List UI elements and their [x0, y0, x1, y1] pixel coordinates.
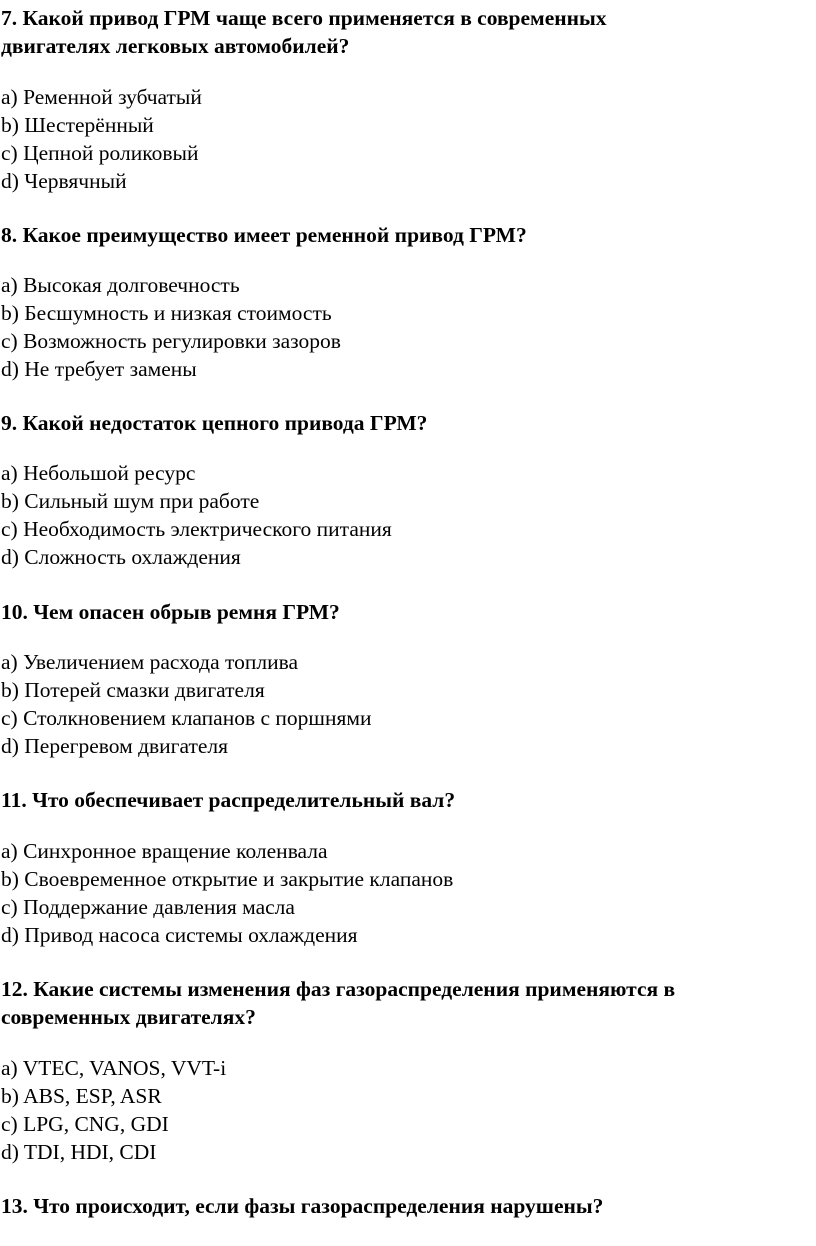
answer-option: d) Червячный — [1, 169, 127, 193]
question-title-line: 8. Какое преимущество имеет ременной привод ГРМ? — [1, 223, 527, 247]
answer-option: b) Потерей смазки двигателя — [1, 678, 265, 702]
answer-option: b) Сильный шум при работе — [1, 489, 260, 513]
answer-option: c) Поддержание давления масла — [1, 895, 295, 919]
answer-option: a) Ременной зубчатый — [1, 85, 202, 109]
answer-option: a) Высокая долговечность — [1, 273, 240, 297]
question-title-line: двигателях легковых автомобилей? — [1, 34, 350, 58]
question-title-line: 12. Какие системы изменения фаз газораспределения применяются в — [1, 977, 676, 1001]
answer-option: c) Цепной роликовый — [1, 141, 199, 165]
question-title-line: 13. Что происходит, если фазы газораспределения нарушены? — [1, 1194, 604, 1218]
answer-option: d) Не требует замены — [1, 357, 197, 381]
answer-option: b) ABS, ESP, ASR — [1, 1084, 162, 1108]
question-title-line: 10. Чем опасен обрыв ремня ГРМ? — [1, 600, 340, 624]
answer-option: a) Синхронное вращение коленвала — [1, 839, 328, 863]
question-title — [1, 221, 527, 249]
question-title — [1, 975, 675, 1031]
answer-option: c) Возможность регулировки зазоров — [1, 329, 341, 353]
answer-option: d) Сложность охлаждения — [1, 545, 241, 569]
question-title — [1, 409, 427, 437]
answer-option: a) Увеличением расхода топлива — [1, 650, 299, 674]
question-title-line: 9. Какой недостаток цепного привода ГРМ? — [1, 411, 428, 435]
answer-option: c) LPG, CNG, GDI — [1, 1112, 169, 1136]
answer-option: d) TDI, HDI, CDI — [1, 1140, 157, 1164]
question-title — [1, 1192, 603, 1220]
answer-option: c) Необходимость электрического питания — [1, 517, 392, 541]
question-title — [1, 786, 455, 814]
answer-option: b) Бесшумность и низкая стоимость — [1, 301, 332, 325]
question-title-line: 7. Какой привод ГРМ чаще всего применяется в современных — [1, 6, 607, 30]
answer-option: b) Своевременное открытие и закрытие клапанов — [1, 867, 454, 891]
answer-option: d) Привод насоса системы охлаждения — [1, 923, 358, 947]
answer-option: b) Шестерённый — [1, 113, 154, 137]
answer-option: c) Столкновением клапанов с поршнями — [1, 706, 372, 730]
question-title — [1, 4, 607, 60]
question-title-line: современных двигателях? — [1, 1005, 256, 1029]
answer-option: a) VTEC, VANOS, VVT-i — [1, 1056, 227, 1080]
answer-option: d) Перегревом двигателя — [1, 734, 229, 758]
answer-option: a) Небольшой ресурс — [1, 461, 196, 485]
question-title — [1, 598, 340, 626]
question-title-line: 11. Что обеспечивает распределительный вал? — [1, 788, 456, 812]
